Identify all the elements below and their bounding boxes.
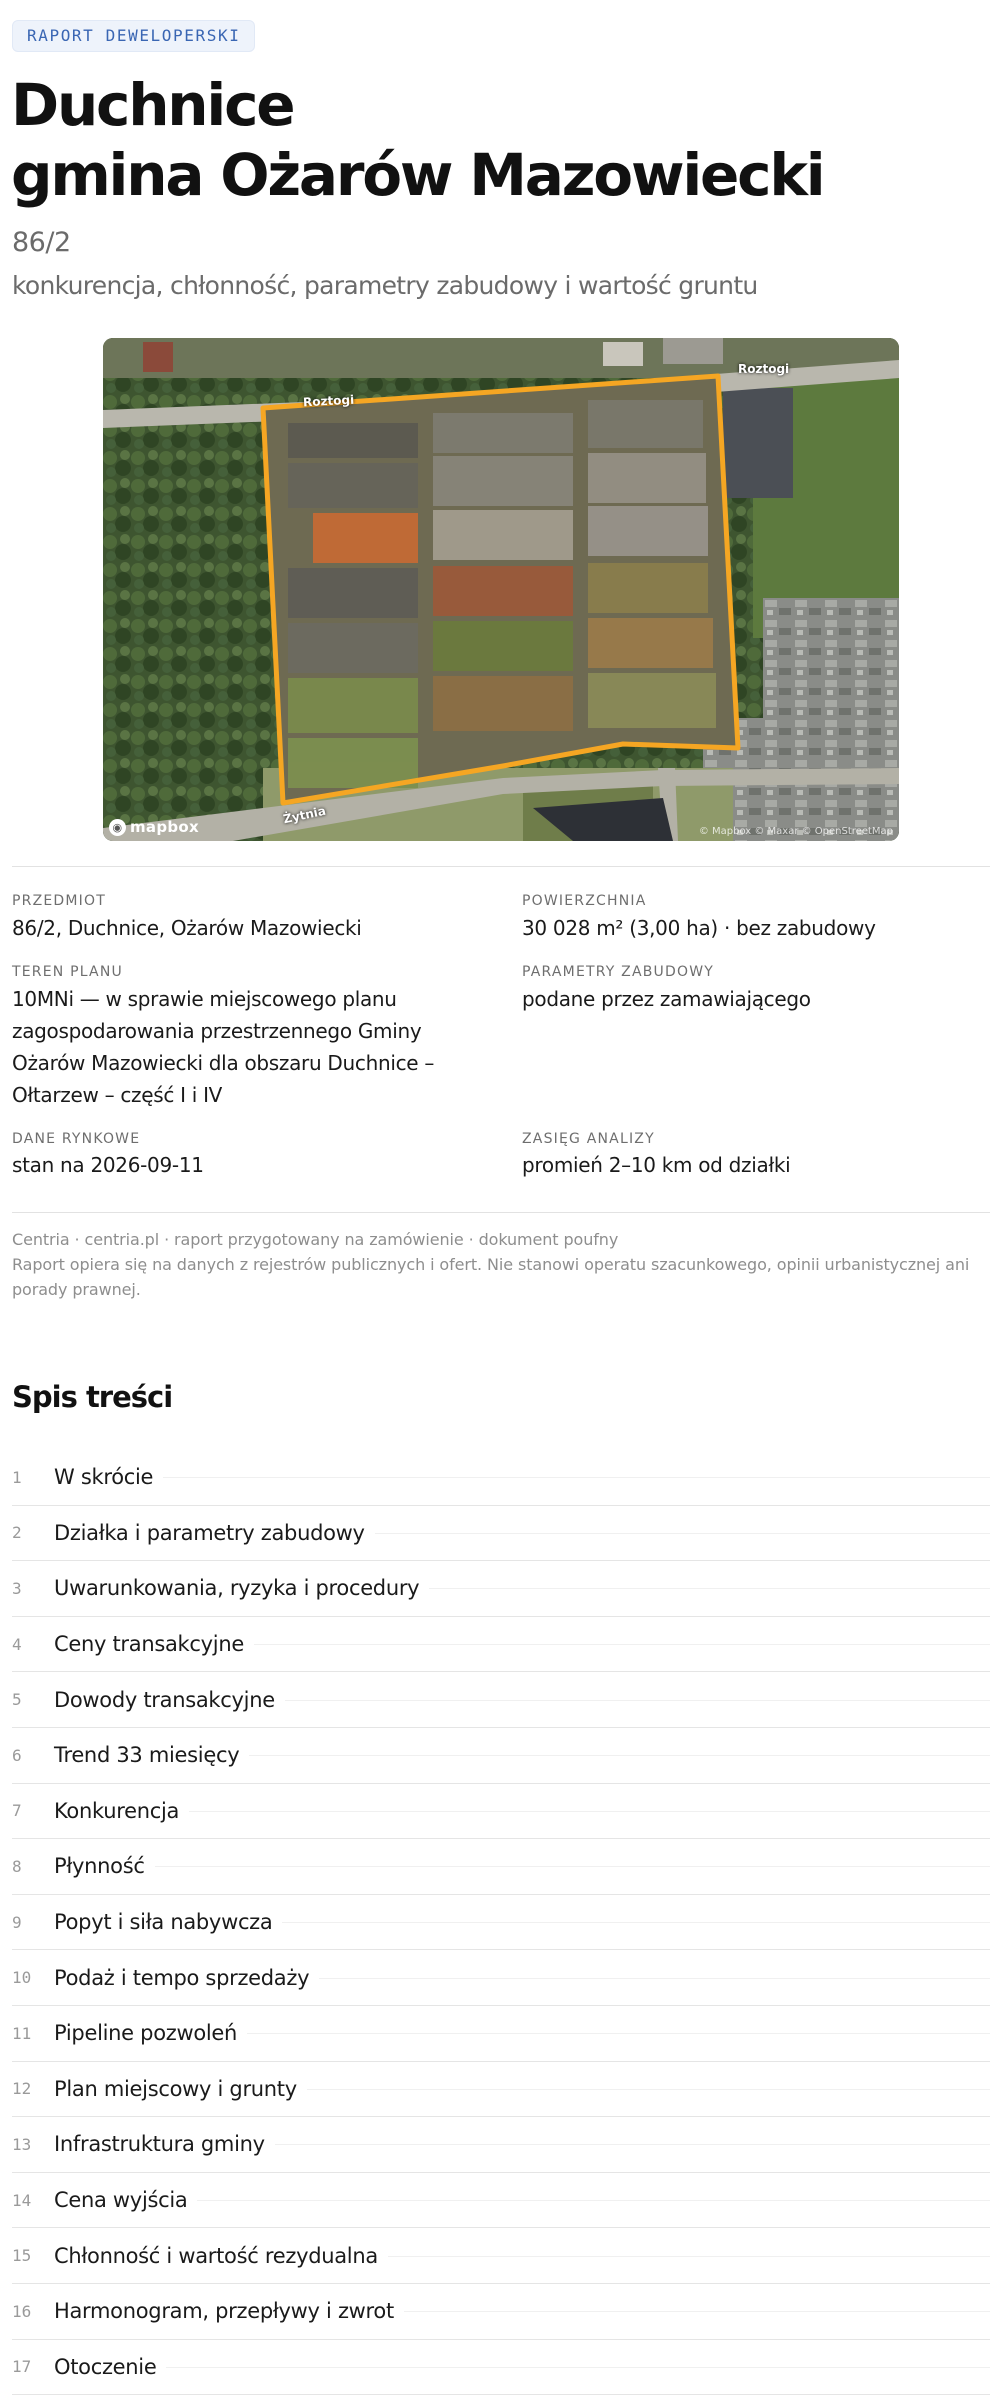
toc-item-number: 8 — [12, 1856, 22, 1876]
parcel-number: 86/2 — [12, 227, 71, 258]
toc-item-label: Chłonność i wartość rezydualna — [54, 2244, 388, 2268]
toc-item-label: Trend 33 miesięcy — [54, 1743, 249, 1767]
toc-leader-line — [54, 2367, 990, 2368]
toc-leader-line — [54, 1811, 990, 1812]
area-value: 30 028 m² (3,00 ha) · bez zabudowy — [522, 916, 876, 940]
toc-item-label: Otoczenie — [54, 2355, 166, 2379]
toc-item-label: Uwarunkowania, ryzyka i procedury — [54, 1576, 429, 1600]
toc-item-label: Ceny transakcyjne — [54, 1632, 254, 1656]
road-label: Roztogi — [738, 362, 790, 376]
toc-item[interactable] — [12, 1950, 990, 2006]
map-attribution[interactable]: © Mapbox © Maxar © OpenStreetMap — [698, 826, 893, 837]
mapbox-logo[interactable] — [109, 817, 199, 837]
toc-item[interactable] — [12, 1839, 990, 1895]
toc-item-label: Harmonogram, przepływy i zwrot — [54, 2299, 404, 2323]
toc-title: Spis treści — [12, 1380, 173, 1414]
toc-item-number: 16 — [12, 2301, 32, 2321]
toc-item-number: 13 — [12, 2134, 32, 2154]
toc-item-number: 4 — [12, 1634, 22, 1654]
toc-item[interactable] — [12, 1728, 990, 1784]
toc-item-number: 3 — [12, 1578, 22, 1598]
toc-item-label: Konkurencja — [54, 1799, 189, 1823]
toc-item[interactable] — [12, 2173, 990, 2229]
toc-item-label: Plan miejscowy i grunty — [54, 2077, 307, 2101]
title-locality: Duchnice — [11, 71, 294, 139]
toc-item[interactable] — [12, 1617, 990, 1673]
divider — [12, 866, 990, 867]
toc-item-label: Podaż i tempo sprzedaży — [54, 1966, 319, 1990]
toc-item[interactable] — [12, 2284, 990, 2340]
toc-item[interactable] — [12, 2228, 990, 2284]
toc-item-number: 15 — [12, 2246, 32, 2266]
toc-item-number: 11 — [12, 2023, 32, 2043]
table-of-contents — [12, 1450, 990, 2395]
toc-item-number: 5 — [12, 1690, 22, 1710]
toc-item-label: Infrastruktura gminy — [54, 2132, 275, 2156]
toc-item-label: Płynność — [54, 1854, 155, 1878]
toc-item[interactable] — [12, 2117, 990, 2173]
toc-item-number: 6 — [12, 1745, 22, 1765]
road-label: Roztogi — [302, 392, 355, 410]
title-municipality: gmina Ożarów Mazowiecki — [11, 141, 824, 209]
page-title — [11, 70, 971, 210]
publisher-note: Centria · centria.pl · raport przygotowany na zamówienie · dokument poufny — [12, 1230, 619, 1249]
report-subtitle: konkurencja, chłonność, parametry zabudowy i wartość gruntu — [12, 271, 758, 300]
toc-item-number: 17 — [12, 2357, 32, 2377]
toc-item-number: 14 — [12, 2190, 32, 2210]
toc-item[interactable] — [12, 2340, 990, 2396]
toc-item[interactable] — [12, 2006, 990, 2062]
toc-item-number: 7 — [12, 1801, 22, 1821]
parcel-map[interactable] — [103, 338, 899, 841]
market-data-value: stan na 2026-09-11 — [12, 1153, 204, 1177]
plan-area-value: 10MNi — w sprawie miejscowego planu zagospodarowania przestrzennego Gminy Ożarów Mazowiecki dla obszaru Duchnice – Ołtarzew – część I i IV — [12, 987, 435, 1107]
report-type-badge: RAPORT DEWELOPERSKI — [12, 20, 255, 52]
analysis-scope-label: ZASIĘG ANALIZY — [522, 1131, 655, 1147]
toc-item-label: W skrócie — [54, 1465, 163, 1489]
toc-item[interactable] — [12, 2062, 990, 2118]
toc-item[interactable] — [12, 1561, 990, 1617]
toc-item[interactable] — [12, 1672, 990, 1728]
analysis-scope-value: promień 2–10 km od działki — [522, 1153, 791, 1177]
satellite-image — [103, 338, 899, 841]
area-label: POWIERZCHNIA — [522, 893, 647, 909]
plan-area-label: TEREN PLANU — [12, 964, 123, 980]
toc-item-label: Działka i parametry zabudowy — [54, 1521, 375, 1545]
toc-item[interactable] — [12, 1506, 990, 1562]
toc-item[interactable] — [12, 1784, 990, 1840]
subject-value: 86/2, Duchnice, Ożarów Mazowiecki — [12, 916, 362, 940]
toc-item[interactable] — [12, 1450, 990, 1506]
disclaimer: Raport opiera się na danych z rejestrów publicznych i ofert. Nie stanowi operatu szacunkowego, opinii urbanistycznej ani porady prawnej. — [12, 1255, 970, 1299]
building-params-label: PARAMETRY ZABUDOWY — [522, 964, 714, 980]
toc-item-number: 10 — [12, 1968, 32, 1988]
road-label: Żytnia — [282, 803, 328, 827]
toc-item-label: Pipeline pozwoleń — [54, 2021, 247, 2045]
toc-item-number: 2 — [12, 1523, 22, 1543]
toc-item-label: Dowody transakcyjne — [54, 1688, 285, 1712]
mapbox-logo-icon: ◉ — [109, 819, 126, 836]
toc-item[interactable] — [12, 1895, 990, 1951]
toc-item-number: 9 — [12, 1912, 22, 1932]
toc-leader-line — [54, 1866, 990, 1867]
toc-item-label: Popyt i siła nabywcza — [54, 1910, 282, 1934]
toc-leader-line — [54, 1477, 990, 1478]
mapbox-logo-text: mapbox — [130, 818, 200, 836]
toc-item-number: 1 — [12, 1467, 22, 1487]
subject-label: PRZEDMIOT — [12, 893, 106, 909]
toc-item-number: 12 — [12, 2079, 32, 2099]
building-params-value: podane przez zamawiającego — [522, 987, 811, 1011]
toc-item-label: Cena wyjścia — [54, 2188, 197, 2212]
market-data-label: DANE RYNKOWE — [12, 1131, 141, 1147]
divider — [12, 1212, 990, 1213]
